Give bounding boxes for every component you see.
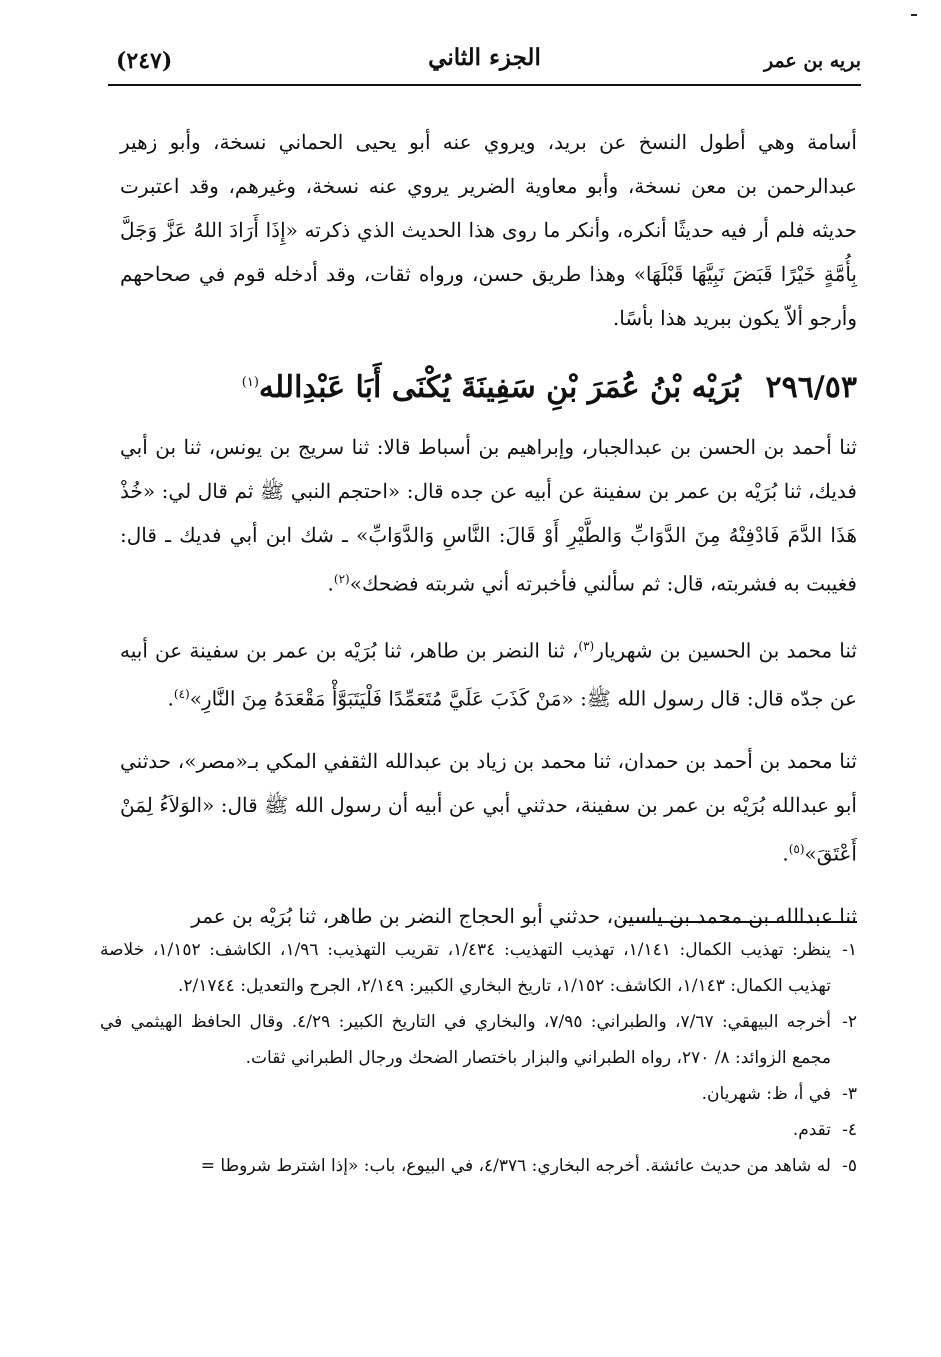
- entry-number: ٢٩٦/٥٣: [765, 370, 857, 405]
- entry-heading: [120, 358, 857, 413]
- footnote-number: ٤-: [842, 1120, 857, 1140]
- footnote-text: في أ، ظ: شهريان.: [701, 1084, 831, 1104]
- header-entry-name: بريه بن عمر: [763, 50, 861, 72]
- main-text: [120, 120, 857, 956]
- footnotes: [100, 932, 857, 1184]
- footnote-text: ينظر: تهذيب الكمال: ١/١٤١، تهذيب التهذيب: ١/٤٣٤، تقريب التهذيب: ١/٩٦، الكاشف: ١/١٥٢، خلاصة تهذيب الكمال: ١/١٤٣، الكاشف: ١/١٥٢، تاريخ البخاري الكبير: ٢/١٤٩، الجرح والتعديل: ٢/١٧٤٤.: [100, 940, 832, 996]
- paragraph-3-text-a: ثنا محمد بن الحسين بن شهريار: [594, 638, 857, 663]
- paragraph-3: ثنا محمد بن الحسين بن شهريار$^{(٣)}$، ثنا النضر بن طاهر، ثنا بُرَيْه بن عمر بن سفينة عن أبيه عن جدّه قال: قال رسول الله ﷺ: «مَنْ كَذَبَ عَلَيَّ مُتَعَمِّدًا فَلْيَتَبَوَّأْ مَقْعَدَهُ مِنَ النَّارِ»$^{(٤)}$.: [120, 638, 857, 711]
- paragraph-1: أسامة وهي أطول النسخ عن بريد، ويروي عنه أبو يحيى الحماني نسخة، وأبو زهير عبدالرحمن بن معن نسخة، وأبو معاوية الضرير يروي عنه نسخة، وغيرهم، وقد اعتبرت حديثه فلم أر فيه حديثًا أنكره، وأنكر ما روى هذا الحديث الذي ذكرته «إِذَا أَرَادَ اللهُ عَزَّ وَجَلَّ بِأُمَّةٍ خَيْرًا قَبَضَ نَبِيَّهَا قَبْلَهَا» وهذا طريق حسن، ورواه ثقات، وقد أدخله قوم في صحاحهم وأرجو ألاّ يكون ببريد هذا بأسًا.: [120, 130, 857, 330]
- footnote-ref-3: (٣): [578, 638, 595, 653]
- paragraph-2: ثنا أحمد بن الحسن بن عبدالجبار، وإبراهيم بن أسباط قالا: ثنا سريج بن يونس، ثنا بن أبي فديك، ثنا بُرَيْه بن عمر بن سفينة عن أبيه عن جده قال: «احتجم النبي ﷺ ثم قال لي: «خُذْ هَذَا الدَّمَ فَادْفِنْهُ مِنَ الدَّوَابِّ وَالطَّيْرِ أَوْ قَالَ: النَّاسِ وَالدَّوَابِّ» ـ شك ابن أبي فديك ـ قال: فغيبت به فشربته، قال: ثم سألني فأخبرته أني شربته فضحك»$^{(٢)}$.: [120, 435, 857, 596]
- page-number: (٢٤٧): [116, 48, 173, 74]
- entry-title: بُرَيْه بْنُ عُمَرَ بْنِ سَفِينَةَ يُكْنَى أَبَا عَبْدِالله: [258, 370, 742, 405]
- footnote-ref-2: (٢): [333, 572, 350, 586]
- header-rule: [108, 84, 861, 86]
- footnote-ref-4: (٤): [173, 687, 190, 702]
- paragraph-5: ثنا عبدالله بن محمد بن ياسين، حدثني أبو الحجاج النضر بن طاهر، ثنا بُرَيْه بن عمر: [191, 903, 857, 928]
- footnote-rule: [623, 921, 857, 923]
- running-header: [108, 44, 861, 80]
- scan-mark: [911, 14, 917, 16]
- paragraph-4-text: ثنا محمد بن أحمد بن حمدان، ثنا محمد بن زياد بن عبدالله الثقفي المكي بـ«مصر»، حدثني أبو عبدالله بُرَيْه بن عمر بن سفينة، حدثني أبي عن أبيه أن رسول الله ﷺ قال: «الوَلاَءُ لِمَنْ أَعْتَقَ»: [120, 748, 857, 866]
- paragraph-4: ثنا محمد بن أحمد بن حمدان، ثنا محمد بن زياد بن عبدالله الثقفي المكي بـ«مصر»، حدثني أبو عبدالله بُرَيْه بن عمر بن سفينة، حدثني أبي عن أبيه أن رسول الله ﷺ قال: «الوَلاَءُ لِمَنْ أَعْتَقَ»$^{(٥)}$.: [120, 748, 857, 866]
- paragraph-3-text-b: ، ثنا النضر بن طاهر، ثنا بُرَيْه بن عمر بن سفينة عن أبيه عن جدّه قال: قال رسول الله ﷺ: «مَنْ كَذَبَ عَلَيَّ مُتَعَمِّدًا فَلْيَتَبَوَّأْ مَقْعَدَهُ مِنَ النَّارِ»: [120, 638, 857, 711]
- footnote-2: [100, 1004, 857, 1076]
- footnote-text: تقدم.: [792, 1120, 831, 1140]
- footnote-number: ٢-: [842, 1012, 857, 1032]
- footnote-text: له شاهد من حديث عائشة. أخرجه البخاري: ٤/٣٧٦، في البيوع، باب: «إذا اشترط شروطا =: [200, 1156, 831, 1176]
- footnote-number: ٥-: [842, 1156, 857, 1176]
- footnote-ref-5: (٥): [788, 841, 805, 856]
- paragraph-2-text: ثنا أحمد بن الحسن بن عبدالجبار، وإبراهيم بن أسباط قالا: ثنا سريج بن يونس، ثنا بن أبي فديك، ثنا بُرَيْه بن عمر بن سفينة عن أبيه عن جده قال: «احتجم النبي ﷺ ثم قال لي: «خُذْ هَذَا الدَّمَ فَادْفِنْهُ مِنَ الدَّوَابِّ وَالطَّيْرِ أَوْ قَالَ: النَّاسِ وَالدَّوَابِّ» ـ شك ابن أبي فديك ـ قال: فغيبت به فشربته، قال: ثم سألني فأخبرته أني شربته فضحك»: [120, 435, 857, 596]
- footnote-number: ٣-: [842, 1084, 857, 1104]
- footnote-5: [100, 1148, 857, 1184]
- header-volume-title: الجزء الثاني: [428, 44, 541, 71]
- footnote-text: أخرجه البيهقي: ٧/٦٧، والطبراني: ٧/٩٥، والبخاري في التاريخ الكبير: ٤/٢٩. وقال الحافظ الهيثمي في مجمع الزوائد: ٨/ ٢٧٠، رواه الطبراني والبزار باختصار الضحك ورجال الطبراني ثقات.: [100, 1012, 832, 1068]
- footnote-number: ١-: [842, 940, 857, 960]
- footnote-1: [100, 932, 857, 1004]
- footnote-ref-1: (١): [241, 375, 259, 390]
- footnote-3: [100, 1076, 857, 1112]
- footnote-4: [100, 1112, 857, 1148]
